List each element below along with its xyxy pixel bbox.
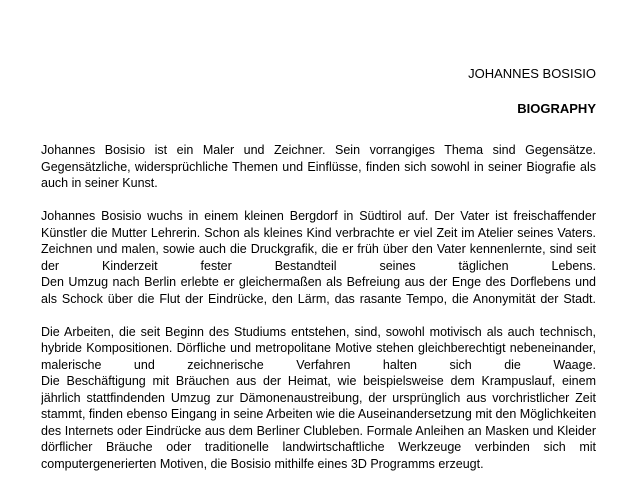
text-line: Die Arbeiten, die seit Beginn des Studiums entstehen, sind, sowohl motivisch als auch technisch, [41, 324, 596, 339]
text-line: malerische und zeichnerische Verfahren halten sich die Waage. [41, 357, 596, 372]
text-line: jährlich stattfindenden Umzug zur Dämonenaustreibung, der ursprünglich aus vorchristlicher Zeit [41, 390, 596, 405]
text-line: Gegensätzliche, widersprüchliche Themen und Einflüsse, finden sich sowohl in seiner Biografie als [41, 159, 596, 174]
text-line: stammt, finden ebenso Eingang in seine Arbeiten wie die Auseinandersetzung mit den Möglichkeiten [41, 407, 596, 421]
text-line: Den Umzug nach Berlin erlebte er gleichermaßen als Befreiung aus der Enge des Dorflebens und [41, 275, 596, 289]
text-line: Künstler die Mutter Lehrerin. Schon als kleines Kind verbrachte er viel Zeit im Atelier seines Vaters. [41, 225, 596, 240]
text-line: als Schock über die Flut der Eindrücke, den Lärm, das rasante Tempo, die Anonymität der Stadt. [41, 291, 596, 306]
biography-page [41, 0, 596, 480]
text-line: hybride Kompositionen. Dörfliche und metropolitane Motive stehen gleichberechtigt nebeneinander, [41, 341, 596, 355]
text-line: der Kinderzeit fester Bestandteil seines täglichen Lebens. [41, 258, 596, 273]
text-line: computergenerierten Motiven, die Bosisio mithilfe eines 3D Programms erzeugt. [41, 456, 484, 471]
text-line: auch in seiner Kunst. [41, 176, 158, 190]
paragraph-intro [41, 142, 596, 192]
text-line: des Internets oder Eindrücke aus dem Berliner Clubleben. Formale Anleihen an Masken und Kleider [41, 423, 596, 438]
text-line: Zeichnen und malen, sowie auch die Druckgrafik, die er früh über den Vater kennenlernte, sind seit [41, 242, 596, 256]
section-title: BIOGRAPHY [517, 101, 596, 116]
text-line: Johannes Bosisio wuchs in einem kleinen Bergdorf in Südtirol auf. Der Vater ist freischaffender [41, 209, 596, 223]
biography-text [41, 142, 596, 489]
paragraph-childhood [41, 208, 596, 307]
artist-name: JOHANNES BOSISIO [468, 66, 596, 81]
text-line: Johannes Bosisio ist ein Maler und Zeichner. Sein vorrangiges Thema sind Gegensätze. [41, 143, 596, 157]
text-line: Die Beschäftigung mit Bräuchen aus der Heimat, wie beispielsweise dem Krampuslauf, einem [41, 374, 596, 388]
paragraph-works [41, 324, 596, 473]
text-line: dörflicher Bräuche oder traditionelle landwirtschaftliche Werkzeuge verbinden sich mit [41, 440, 596, 454]
